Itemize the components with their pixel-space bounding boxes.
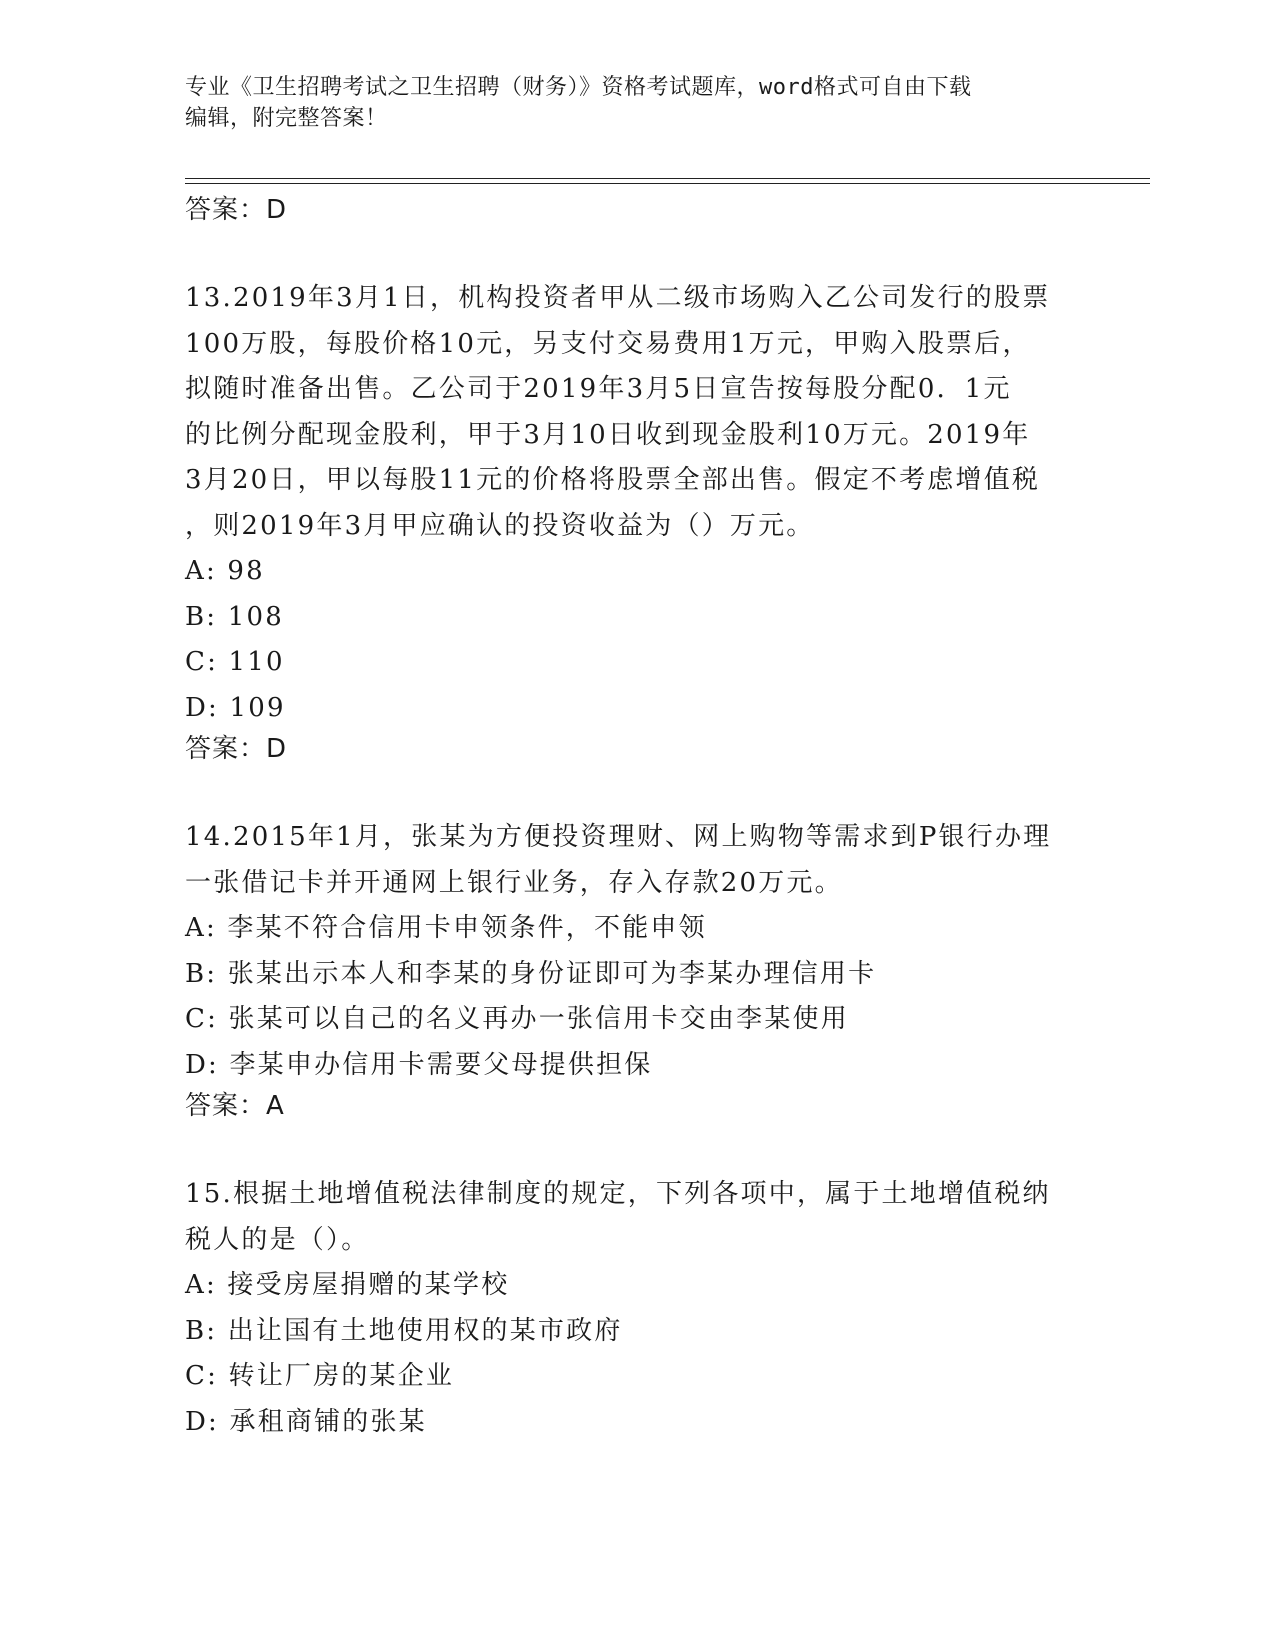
option-a: A: 李某不符合信用卡申领条件，不能申领 [185, 913, 707, 943]
option-d: D: 承租商铺的张某 [185, 1406, 427, 1437]
spacer [185, 228, 1085, 276]
question-13 [185, 276, 1085, 767]
option-b: B: 出让国有土地使用权的某市政府 [185, 1315, 623, 1346]
question-text: 13.2019年3月1日，机构投资者甲从二级市场购入乙公司发行的股票 100万股，每股价格10元，另支付交易费用1万元，甲购入股票后， 拟随时准备出售。乙公司于2019年3月5日宣告按每股分配0．1元 的比例分配现金股利，甲于3月10日收到现金股利10万元。2019年 3月20日，甲以每股11元的价格将股票全部出售。假定不考虑增值税 ，则2019年3月甲应确认的投资收益为（）万元。 [185, 283, 1051, 541]
question-text: 14.2015年1月，张某为方便投资理财、网上购物等需求到P银行办理 一张借记卡并开通网上银行业务，存入存款20万元。 [185, 822, 1052, 898]
header-line-1: 专业《卫生招聘考试之卫生招聘（财务）》资格考试题库，word格式可自由下载 [185, 75, 972, 100]
option-c: C: 张某可以自己的名义再办一张信用卡交由李某使用 [185, 1004, 849, 1034]
header-rule-top [185, 178, 1150, 179]
question-14 [185, 815, 1085, 1124]
previous-answer: 答案：D [185, 195, 288, 225]
option-b: B: 108 [185, 601, 284, 632]
spacer [185, 767, 1085, 815]
option-a: A: 接受房屋捐赠的某学校 [185, 1270, 510, 1300]
document-body [185, 192, 1085, 1445]
document-header [185, 72, 1085, 134]
option-b: B: 张某出示本人和李某的身份证即可为李某办理信用卡 [185, 958, 877, 989]
question-15 [185, 1172, 1085, 1445]
answer: 答案：A [185, 1091, 285, 1121]
option-a: A: 98 [185, 556, 265, 586]
header-rule-bottom [185, 183, 1150, 184]
answer: 答案：D [185, 734, 288, 764]
question-text: 15.根据土地增值税法律制度的规定，下列各项中，属于土地增值税纳 税人的是（）。 [185, 1179, 1051, 1255]
option-c: C: 110 [185, 647, 285, 677]
spacer [185, 1124, 1085, 1172]
option-d: D: 李某申办信用卡需要父母提供担保 [185, 1049, 653, 1080]
option-d: D: 109 [185, 692, 286, 723]
header-line-2: 编辑，附完整答案！ [185, 106, 388, 131]
option-c: C: 转让厂房的某企业 [185, 1361, 455, 1391]
